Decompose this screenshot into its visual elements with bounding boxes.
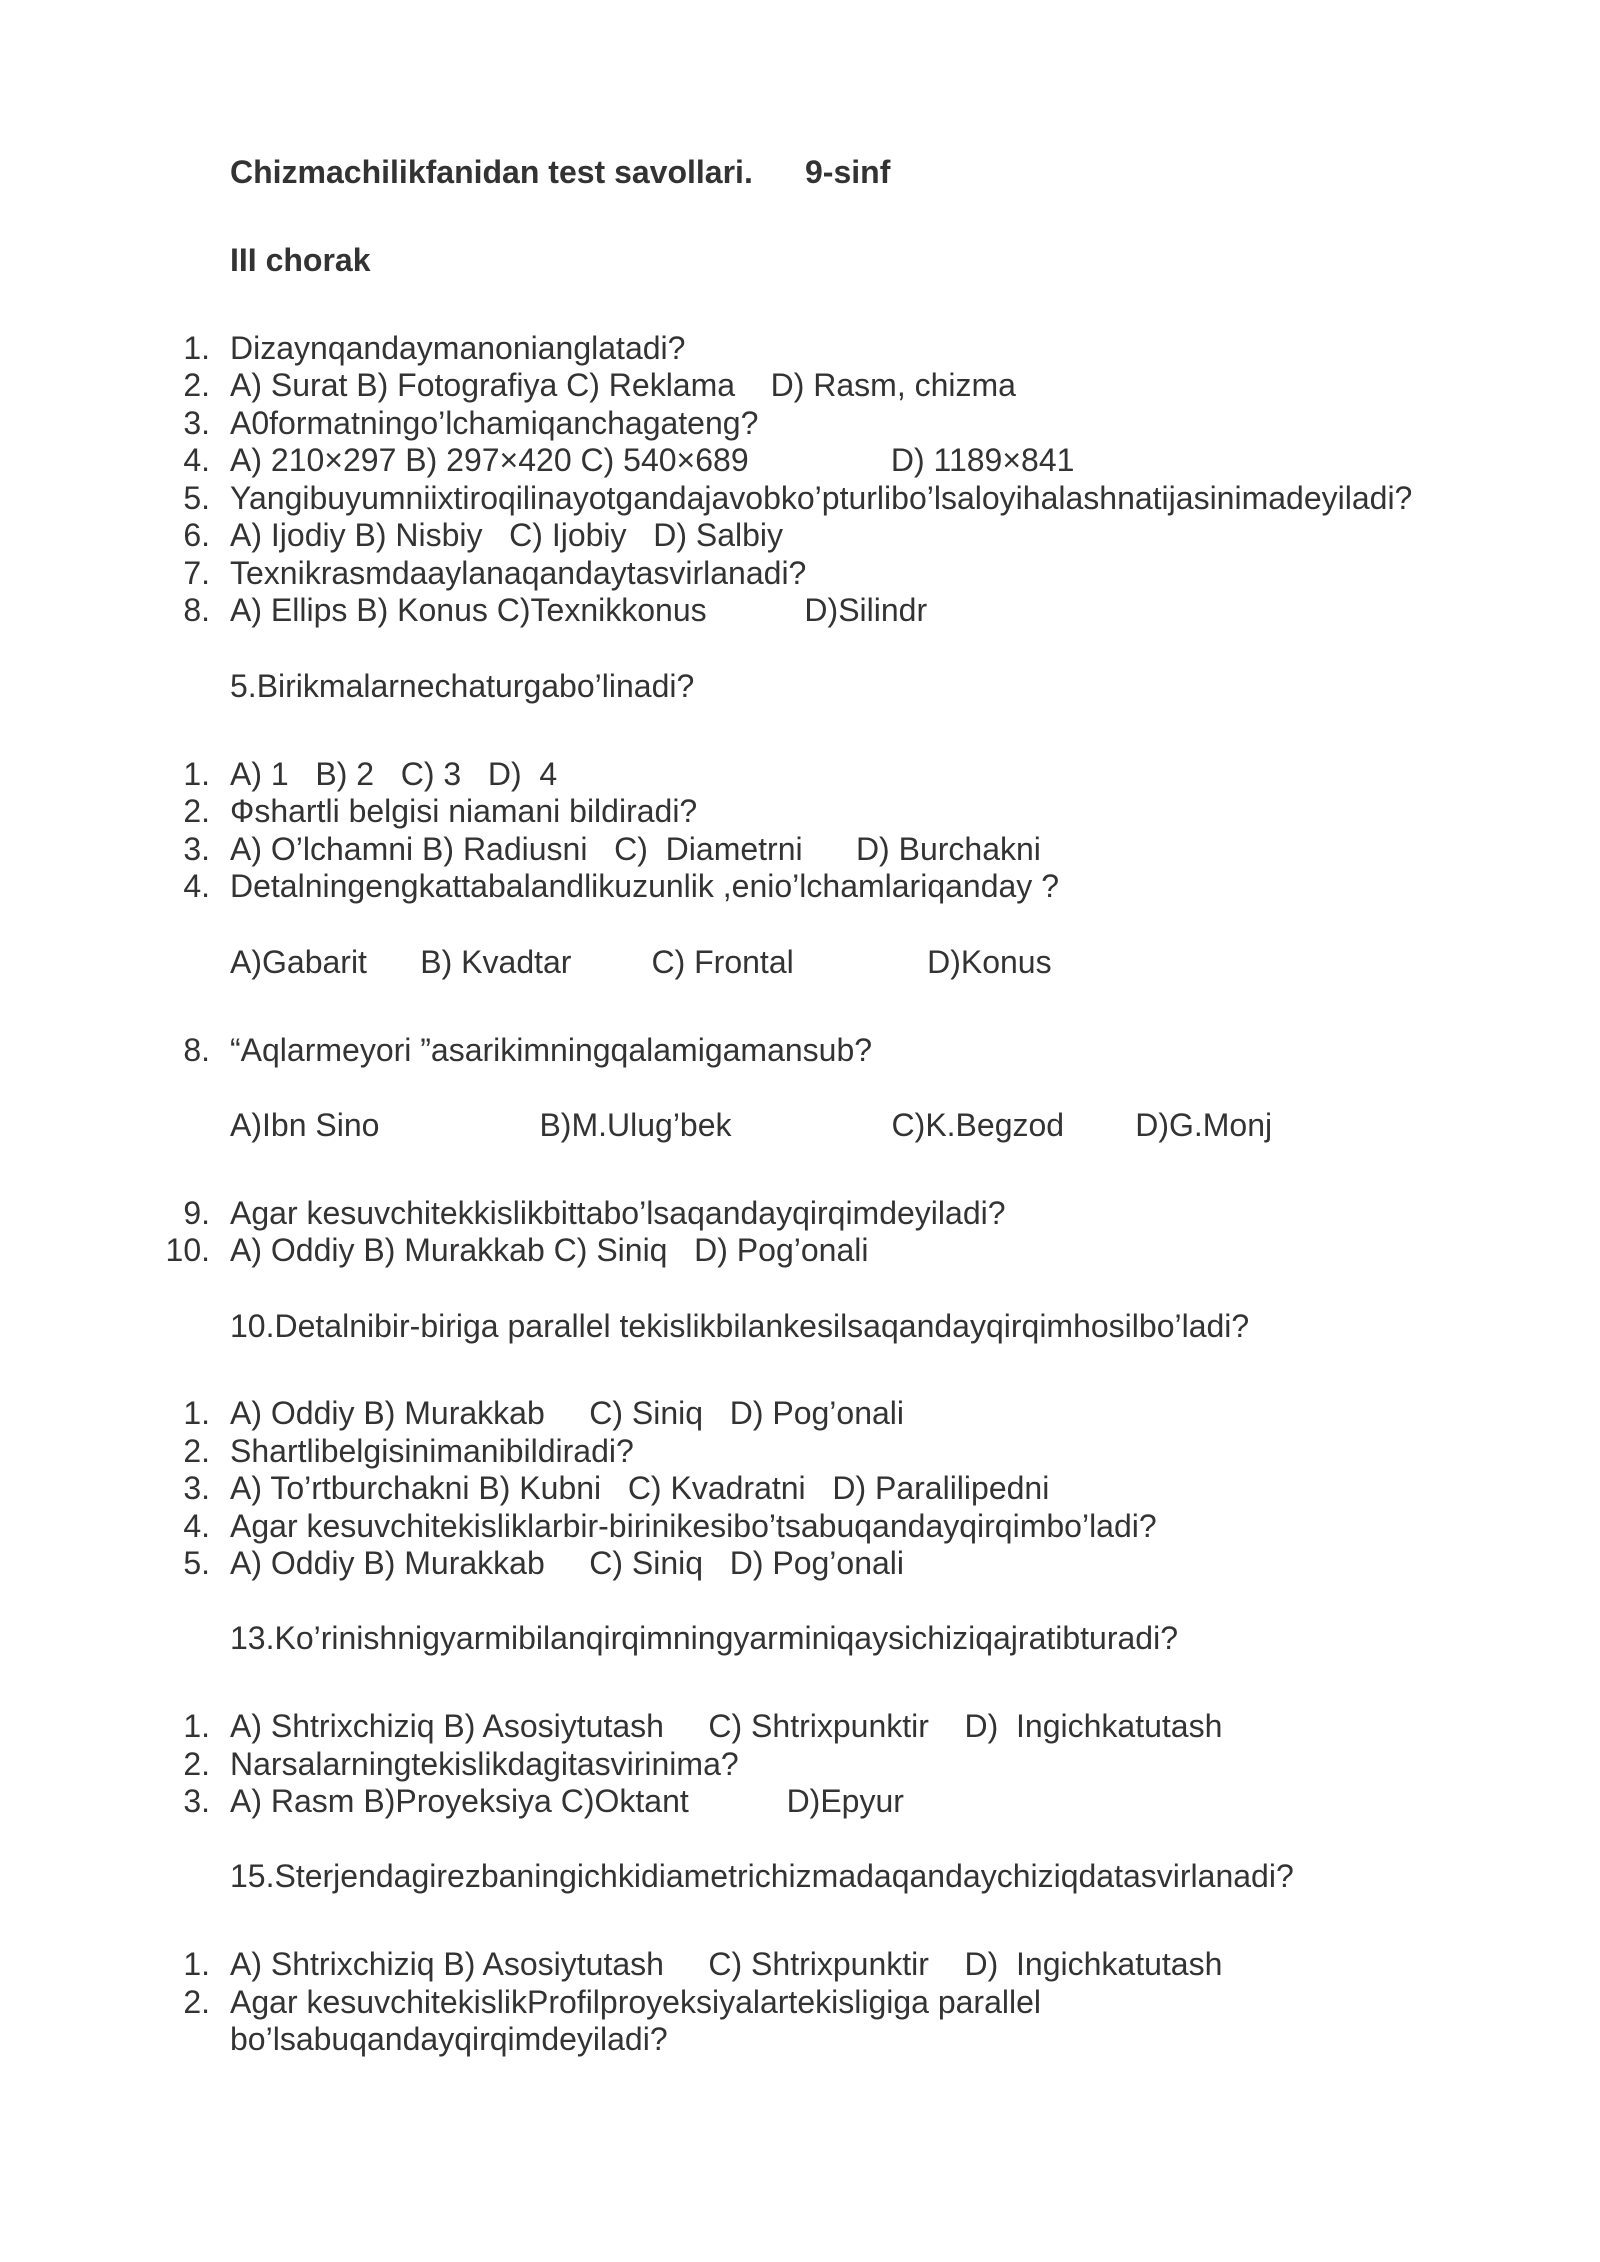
list-item: A) Oddiy B) Murakkab C) Siniq D) Pog’onali	[230, 1545, 905, 1581]
list-number: 1.	[183, 330, 210, 366]
list-number: 1.	[183, 1708, 210, 1744]
list-item-continuation: bo’lsabuqandayqirqimdeyiladi?	[230, 2021, 668, 2057]
list-item: A) Oddiy B) Murakkab C) Siniq D) Pog’onali	[230, 1395, 905, 1431]
question-8: “Aqlarmeyori ”asarikimningqalamigamansub?	[230, 1032, 873, 1068]
list-number: 8.	[183, 1032, 210, 1068]
list-number: 1.	[183, 1946, 210, 1982]
list-number: 3.	[183, 1783, 210, 1819]
list-number: 3.	[183, 831, 210, 867]
answer-options: A)Ibn Sino B)M.Ulug’bek C)K.Begzod D)G.Monj	[230, 1107, 1273, 1143]
list-item: A) Ijodiy B) Nisbiy C) Ijobiy D) Salbiy	[230, 517, 784, 553]
list-item: A0formatningo’lchamiqanchagateng?	[230, 405, 759, 441]
list-item: Agar kesuvchitekkislikbittabo’lsaqandayqirqimdeyiladi?	[230, 1195, 1006, 1231]
list-number: 10.	[165, 1232, 210, 1268]
list-item: Yangibuyumniixtiroqilinayotgandajavobko’pturlibo’lsaloyihalashnatijasinimadeyiladi?	[230, 480, 1413, 516]
list-item: Фshartli belgisi niamani bildiradi?	[230, 793, 698, 829]
document-title: Chizmachilikfanidan test savollari.	[230, 154, 753, 190]
list-item: A) Shtrixchiziq B) Asosiytutash C) Shtrixpunktir D) Ingichkatutash	[230, 1946, 1223, 1982]
list-number: 4.	[183, 868, 210, 904]
list-item: Texnikrasmdaaylanaqandaytasvirlanadi?	[230, 555, 807, 591]
list-number: 1.	[183, 1395, 210, 1431]
list-number: 2.	[183, 367, 210, 403]
list-item: A) Rasm B)Proyeksiya C)Oktant D)Epyur	[230, 1783, 904, 1819]
list-item: Dizaynqandaymanonianglatadi?	[230, 330, 686, 366]
list-item: Narsalarningtekislikdagitasvirinima?	[230, 1746, 739, 1782]
list-item: A) Surat B) Fotografiya C) Reklama D) Rasm, chizma	[230, 367, 1016, 403]
list-item: A) Shtrixchiziq B) Asosiytutash C) Shtrixpunktir D) Ingichkatutash	[230, 1708, 1223, 1744]
list-item: A) Oddiy B) Murakkab C) Siniq D) Pog’onali	[230, 1232, 869, 1268]
quarter-label: III chorak	[230, 242, 371, 278]
question-15: 15.Sterjendagirezbaningichkidiametrichizmadaqandaychiziqdatasvirlanadi?	[230, 1858, 1294, 1894]
list-number: 2.	[183, 1984, 210, 2020]
list-number: 8.	[183, 592, 210, 628]
list-item: A) 1 B) 2 C) 3 D) 4	[230, 756, 558, 792]
list-number: 1.	[183, 756, 210, 792]
question-5: 5.Birikmalarnechaturgabo’linadi?	[230, 668, 695, 704]
list-number: 2.	[183, 1746, 210, 1782]
question-10: 10.Detalnibir-biriga parallel tekislikbilankesilsaqandayqirqimhosilbo’ladi?	[230, 1308, 1250, 1344]
list-number: 9.	[183, 1195, 210, 1231]
list-item: Agar kesuvchitekislikProfilproyeksiyalartekisligiga parallel	[230, 1984, 1041, 2020]
answer-options: A)Gabarit B) Kvadtar C) Frontal D)Konus	[230, 944, 1052, 980]
list-item: Detalningengkattabalandlikuzunlik ,enio’lchamlariqanday ?	[230, 868, 1059, 904]
list-number: 6.	[183, 517, 210, 553]
list-number: 5.	[183, 480, 210, 516]
list-number: 4.	[183, 1508, 210, 1544]
list-number: 7.	[183, 555, 210, 591]
list-item: A) Ellips B) Konus C)Texnikkonus D)Silindr	[230, 592, 928, 628]
question-13: 13.Ko’rinishnigyarmibilanqirqimningyarminiqaysichiziqajratibturadi?	[230, 1620, 1178, 1656]
list-number: 5.	[183, 1545, 210, 1581]
grade-label: 9-sinf	[805, 154, 891, 190]
list-item: A) To’rtburchakni B) Kubni C) Kvadratni D) Paralilipedni	[230, 1470, 1050, 1506]
list-number: 3.	[183, 405, 210, 441]
list-item: A) 210×297 B) 297×420 C) 540×689 D) 1189×841	[230, 442, 1075, 478]
list-number: 2.	[183, 793, 210, 829]
list-item: Shartlibelgisinimanibildiradi?	[230, 1433, 634, 1469]
list-number: 4.	[183, 442, 210, 478]
list-item: A) O’lchamni B) Radiusni C) Diametrni D) Burchakni	[230, 831, 1041, 867]
list-item: Agar kesuvchitekisliklarbir-birinikesibo’tsabuqandayqirqimbo’ladi?	[230, 1508, 1157, 1544]
list-number: 3.	[183, 1470, 210, 1506]
list-number: 2.	[183, 1433, 210, 1469]
